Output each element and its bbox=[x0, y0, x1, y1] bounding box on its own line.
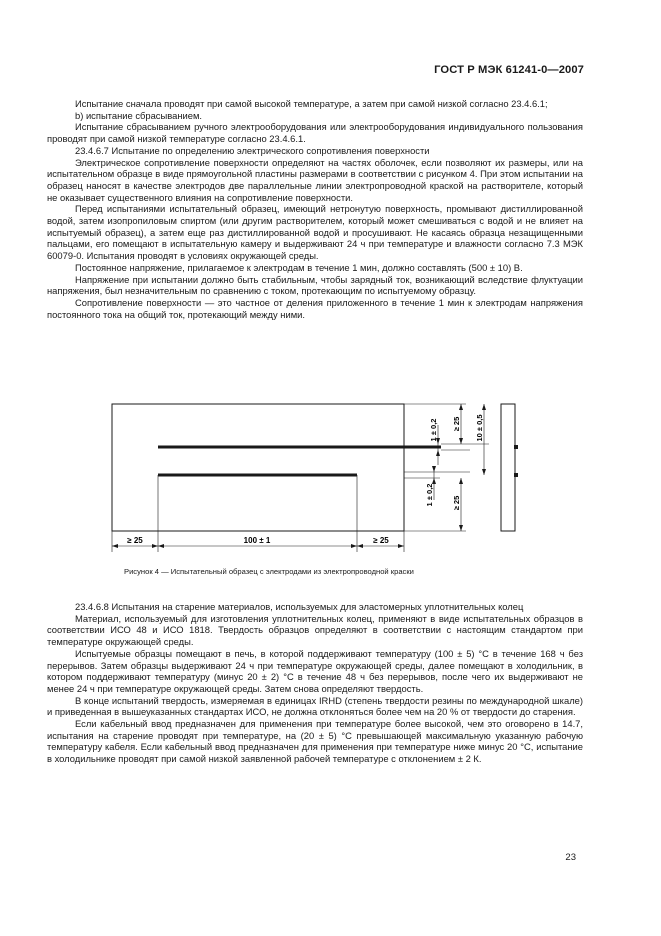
specimen-plate-outline bbox=[112, 404, 404, 531]
page-number: 23 bbox=[565, 852, 576, 863]
paragraph: Электрическое сопротивление поверхности определяют на частях оболочек, если позволяют их размеры, или на испытательном образце в виде прямоугольной пластины размерами в соответствии с рисунком 4. При этом испытании на образец наносят в качестве электродов две параллельные линии электропроводной краской на растворителе, который не оказывает существенного влияния на сопротивление поверхности. bbox=[47, 156, 583, 203]
section-heading: 23.4.6.8 Испытания на старение материалов, используемых для эластомерных уплотнительных колец bbox=[75, 601, 524, 612]
paragraph: Постоянное напряжение, прилагаемое к электродам в течение 1 мин, должно составлять (500 ± 10) В. bbox=[75, 261, 523, 273]
specimen-side-view bbox=[501, 404, 515, 531]
figure-caption: Рисунок 4 — Испытательный образец с электродами из электропроводной краски bbox=[124, 567, 414, 576]
text-block-lower bbox=[47, 601, 583, 765]
paragraph: Материал, используемый для изготовления уплотнительных колец, применяют в виде испытательных образцов в соответствии ИСО 48 и ИСО 1818. Твердость образцов определяют в соответствии с настоящим стандартом при температуре окружающей среды. bbox=[47, 612, 583, 648]
section-heading: 23.4.6.7 Испытание по определению электрического сопротивления поверхности bbox=[75, 144, 430, 156]
paragraph: Испытуемые образцы помещают в печь, в которой поддерживают температуру (100 ± 5) °C в течение 168 ч без перерывов. Затем образцы выдерживают 24 ч при температуре окружающей среды, далее помещают в холодильник, в котором поддерживают температуру (минус 20 ± 2) °C в течение 48 ч без перерывов, после чего их выдерживают не менее 24 ч при температуре окружающей среды. Затем снова определяют твердость. bbox=[47, 647, 583, 694]
paragraph: В конце испытаний твердость, измеряемая в единицах IRHD (степень твердости резины по международной шкале) и приведенная в вышеуказанных стандартах ИСО, не должна отклоняться более чем на 20 % от твердости до старения. bbox=[47, 694, 583, 718]
paragraph: Напряжение при испытании должно быть стабильным, чтобы зарядный ток, возникающий вследствие флуктуации напряжения, был незначительным по сравнению с током, протекающим по испытуемому образцу. bbox=[47, 273, 583, 297]
dim-right-label: ≥ 25 bbox=[373, 536, 389, 545]
list-item: b) испытание сбрасыванием. bbox=[75, 109, 202, 121]
standard-code-header: ГОСТ Р МЭК 61241-0—2007 bbox=[434, 64, 584, 76]
dim-bottom-margin-label: ≥ 25 bbox=[452, 495, 461, 511]
dim-top-margin-label: ≥ 25 bbox=[452, 416, 461, 432]
dim-gap-top-label: 1 ± 0,2 bbox=[429, 418, 438, 442]
paragraph: Испытание сначала проводят при самой высокой температуре, а затем при самой низкой согласно 23.4.6.1; bbox=[75, 98, 548, 109]
paragraph: Сопротивление поверхности — это частное от деления приложенного в течение 1 мин к электродам напряжения постоянного тока на общий ток, протекающий между ними. bbox=[47, 296, 583, 320]
paragraph: Перед испытаниями испытательный образец, имеющий нетронутую поверхность, промывают дистиллированной водой, затем изопропиловым спиртом (или другим растворителем, который может смешиваться с водой и не влияет на испытуемый образец), а затем еще раз дистиллированной водой и просушивают. Не касаясь образца незащищенными пальцами, его помещают в испытательную камеру и выдерживают 24 ч при температуре и влажности согласно 7.3 МЭК 60079-0. Испытания проводят в условиях окружающей среды. bbox=[47, 203, 583, 262]
paragraph: Испытание сбрасыванием ручного электрооборудования или электрооборудования индивидуального пользования проводят при самой низкой температуре согласно 23.4.6.1. bbox=[47, 121, 583, 145]
paragraph: Если кабельный ввод предназначен для применения при температуре более высокой, чем это оговорено в 14.7, испытания на старение проводят при температуре, на (20 ± 5) °C превышающей максимальную указанную рабочую температуру кабеля. Если кабельный ввод предназначен для применения при температуре ниже минус 20 °C, испытание в холодильнике проводят при самой низкой заявленной рабочей температуре с отклонением ± 2 К. bbox=[47, 718, 583, 765]
dim-gap-bottom-label: 1 ± 0,2 bbox=[425, 483, 434, 507]
dim-spacing-label: 10 ± 0,5 bbox=[475, 414, 484, 442]
dim-middle-label: 100 ± 1 bbox=[243, 536, 271, 545]
dim-left-label: ≥ 25 bbox=[127, 536, 143, 545]
